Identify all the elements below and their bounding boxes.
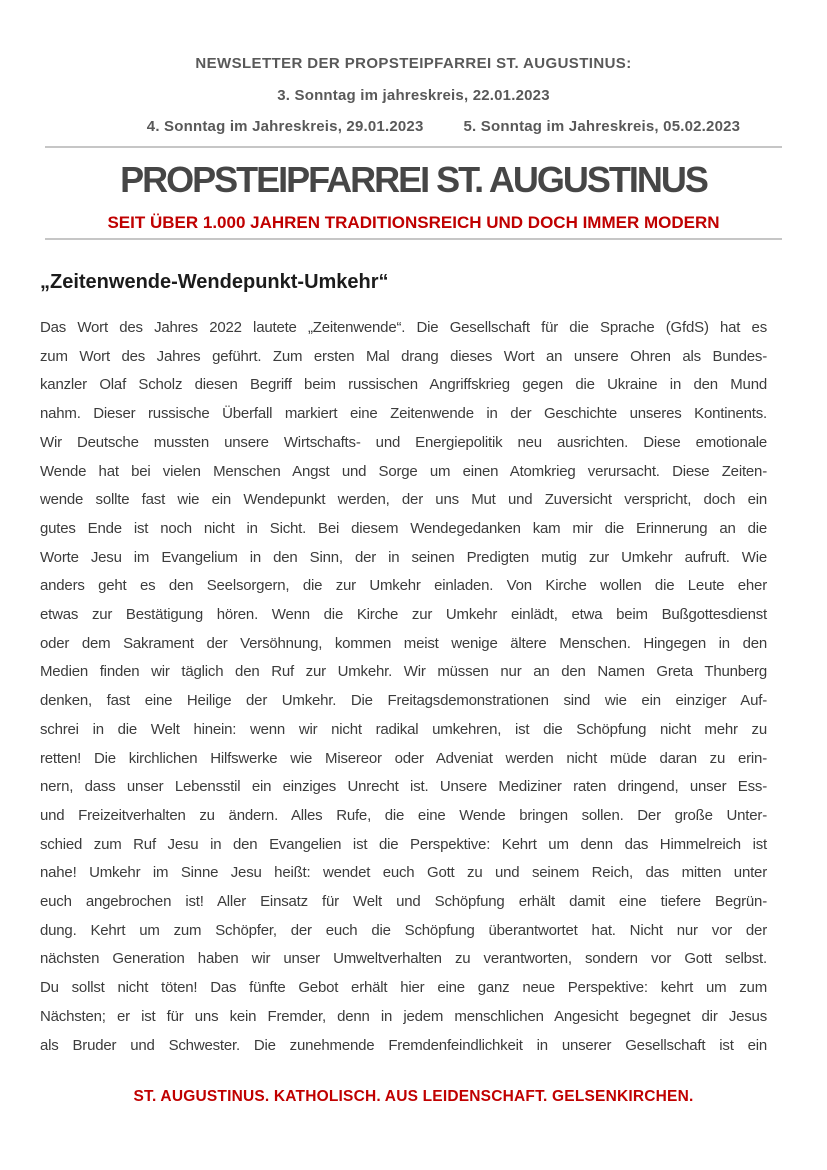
body-line: kanzler Olaf Scholz diesen Begriff beim russischen Angriffskrieg gegen die Ukraine in den Mund [40, 376, 767, 394]
body-line: etwas zur Bestätigung hören. Wenn die Kirche zur Umkehr einlädt, etwa beim Bußgottesdienst [40, 606, 767, 624]
body-line: oder dem Sakrament der Versöhnung, kommen meist wenige ältere Menschen. Hingegen in den [40, 634, 767, 652]
date-line-sunday-4: 4. Sonntag im Jahreskreis, 29.01.2023 [146, 118, 424, 135]
body-line: Das Wort des Jahres 2022 lautete „Zeitenwende“. Die Gesellschaft für die Sprache (GfdS) hat es [40, 319, 767, 336]
body-line: Du sollst nicht töten! Das fünfte Gebot erhält hier eine ganz neue Perspektive: kehrt um zum [40, 979, 767, 997]
body-line: Wende hat bei vielen Menschen Angst und Sorge um einen Atomkrieg verursacht. Diese Zeiten- [40, 462, 767, 480]
newsletter-header [0, 0, 827, 135]
body-line: retten! Die kirchlichen Hilfswerke wie Misereor oder Adveniat werden nicht müde daran zu erin- [40, 749, 767, 767]
page-title: PROPSTEIPFARREI ST. AUGUSTINUS [120, 159, 707, 200]
body-line: nahe! Umkehr im Sinne Jesu heißt: wendet euch Gott zu und seinem Reich, das mitten unter [40, 864, 767, 882]
body-line: schied zum Ruf Jesu in den Evangelien ist die Perspektive: Kehrt um denn das Himmelreich ist [40, 835, 767, 853]
body-line: nächsten Generation haben wir unser Umweltverhalten zu verantworten, sondern vor Gott selbst. [40, 950, 767, 968]
body-line: dung. Kehrt um zum Schöpfer, der euch die Schöpfung überantwortet hat. Nicht nur vor der [40, 921, 767, 939]
body-line: Worte Jesu im Evangelium in den Sinn, der in seinen Predigten mutig zur Umkehr aufruft. Wie [40, 548, 767, 566]
date-line-sunday-3: 3. Sonntag im jahreskreis, 22.01.2023 [277, 87, 550, 104]
body-line: schrei in die Welt hinein: wenn wir nicht radikal umkehren, ist die Schöpfung nicht mehr zu [40, 720, 767, 738]
body-line: nern, dass unser Lebensstil ein einziges Unrecht ist. Unsere Mediziner raten dringend, unser Ess- [40, 778, 767, 796]
divider-middle [45, 238, 782, 240]
body-line: denken, fast eine Heilige der Umkehr. Die Freitagsdemonstrationen sind wie ein einziger Auf- [40, 692, 767, 710]
body-line: Wir Deutsche mussten unsere Wirtschafts- und Energiepolitik neu ausrichten. Diese emotionale [40, 433, 767, 451]
body-line: anders geht es den Seelsorgern, die zur Umkehr einladen. Von Kirche wollen die Leute eher [40, 577, 767, 595]
page-subtitle: SEIT ÜBER 1.000 JAHREN TRADITIONSREICH UND DOCH IMMER MODERN [107, 213, 720, 232]
body-line: euch angebrochen ist! Aller Einsatz für Welt und Schöpfung erhält damit eine tiefere Begrün- [40, 893, 767, 911]
body-line: Medien finden wir täglich den Ruf zur Umkehr. Wir müssen nur an den Namen Greta Thunberg [40, 663, 767, 681]
body-line: und Freizeitverhalten zu ändern. Alles Rufe, die eine Wende bringen sollen. Der große Unter- [40, 806, 767, 824]
divider-top [45, 146, 782, 148]
date-line-sunday-5: 5. Sonntag im Jahreskreis, 05.02.2023 [463, 118, 741, 135]
body-line: Nächsten; er ist für uns kein Fremder, denn in jedem menschlichen Angesicht begegnet dir Jesus [40, 1007, 767, 1025]
body-line: gutes Ende ist noch nicht in Sicht. Bei diesem Wendegedanken kam mir die Erinnerung an die [40, 519, 767, 537]
body-line: wende sollte fast wie ein Wendepunkt werden, der uns Mut und Zuversicht verspricht, doch ein [40, 491, 767, 509]
body-line: als Bruder und Schwester. Die zunehmende Fremdenfeindlichkeit in unserer Gesellschaft ist ein [40, 1036, 767, 1054]
footer-slogan: ST. AUGUSTINUS. KATHOLISCH. AUS LEIDENSCHAFT. GELSENKIRCHEN. [133, 1088, 694, 1106]
date-line-row [0, 119, 827, 135]
body-line: nahm. Dieser russische Überfall markiert eine Zeitenwende in der Geschichte unseres Kontinents. [40, 405, 767, 423]
article-heading: „Zeitenwende-Wendepunkt-Umkehr“ [40, 271, 389, 293]
body-line: zum Wort des Jahres geführt. Zum ersten Mal drang dieses Wort an unsere Ohren als Bundes- [40, 347, 767, 365]
article-body [40, 314, 767, 1060]
newsletter-title-line: NEWSLETTER DER PROPSTEIPFARREI ST. AUGUSTINUS: [195, 55, 632, 72]
